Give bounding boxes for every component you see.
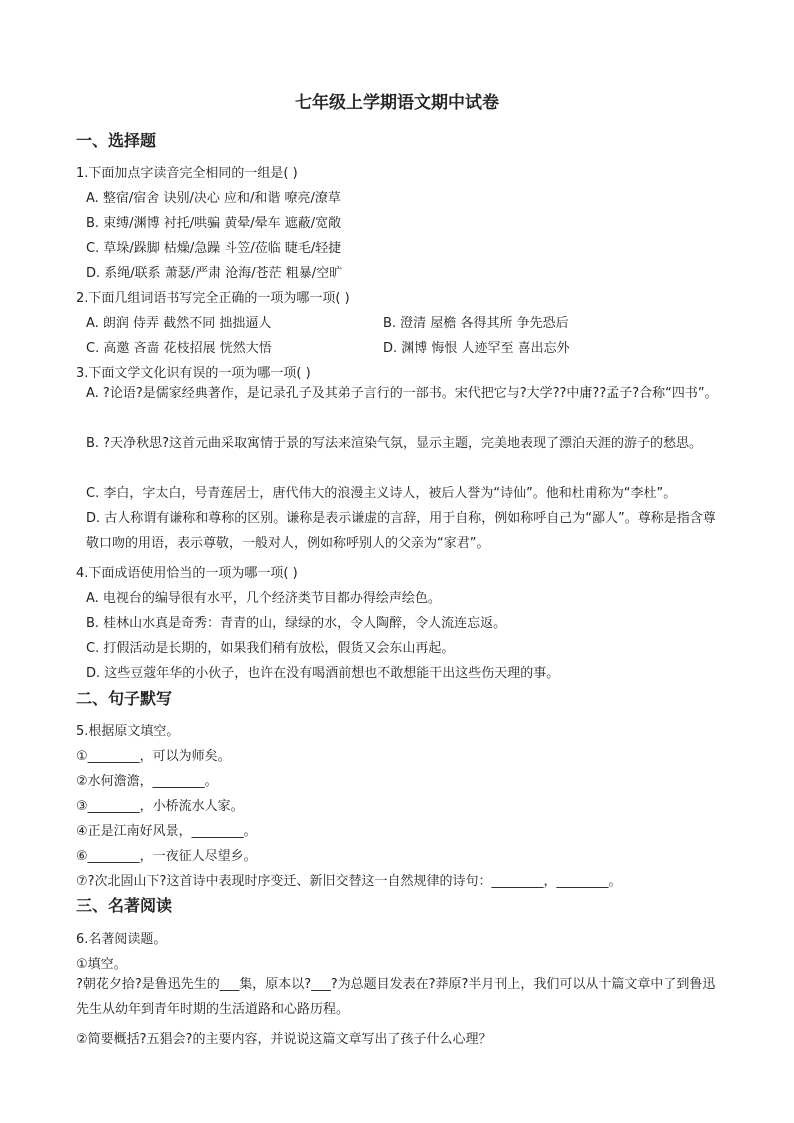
question-5-line-6: ⑦?次北固山下?这首诗中表现时序变迁、新旧交替这一自然规律的诗句：________，________。 bbox=[76, 874, 622, 889]
section-heading-recitation: 二、句子默写 bbox=[76, 689, 173, 708]
question-4-option-c: C. 打假活动是长期的，如果我们稍有放松，假货又会东山再起。 bbox=[86, 641, 455, 656]
question-1-option-a: A. 整宿/宿舍 诀别/决心 应和/和谐 嘹亮/潦草 bbox=[86, 191, 341, 206]
question-1-stem: 1.下面加点字读音完全相同的一组是( ) bbox=[76, 166, 298, 181]
section-heading-choice: 一、选择题 bbox=[76, 131, 157, 150]
question-5-line-4: ④正是江南好风景，________。 bbox=[76, 824, 257, 839]
question-2-option-d: D. 渊博 悔恨 人迹罕至 喜出忘外 bbox=[383, 341, 570, 356]
question-5-stem: 5.根据原文填空。 bbox=[76, 724, 180, 739]
question-3-option-d: D. 古人称谓有谦称和尊称的区别。谦称是表示谦虚的言辞，用于自称，例如称呼自己为“鄙人”。尊称是指含尊敬口吻的用语，表示尊敬，一般对人，例如称呼别人的父亲为“家君”。 bbox=[86, 511, 716, 551]
question-4-option-b: B. 桂林山水真是奇秀：青青的山，绿绿的水，令人陶醉，令人流连忘返。 bbox=[86, 616, 507, 631]
section-heading-classics: 三、名著阅读 bbox=[76, 896, 173, 915]
question-2-stem: 2.下面几组词语书写完全正确的一项为哪一项( ) bbox=[76, 291, 350, 306]
question-2-option-b: B. 澄清 屋檐 各得其所 争先恐后 bbox=[383, 316, 569, 331]
question-5-line-3: ③________，小桥流水人家。 bbox=[76, 799, 244, 814]
question-1-option-d: D. 系绳/联系 萧瑟/严肃 沧海/苍茫 粗暴/空旷 bbox=[86, 266, 343, 281]
question-6-stem: 6.名著阅读题。 bbox=[76, 932, 167, 947]
question-2-option-c: C. 高邀 吝啬 花枝招展 恍然大悟 bbox=[86, 341, 272, 356]
question-5-line-2: ②水何澹澹，________。 bbox=[76, 774, 218, 789]
page-title: 七年级上学期语文期中试卷 bbox=[295, 93, 499, 113]
question-3-option-b: B. ?天净秋思?这首元曲采取寓情于景的写法来渲染气氛，显示主题，完美地表现了漂泊天涯的游子的愁思。 bbox=[86, 436, 702, 451]
question-3-stem: 3.下面文学文化识有误的一项为哪一项( ) bbox=[76, 366, 311, 381]
question-6-line-2: ?朝花夕拾?是鲁迅先生的___集，原本以?___?为总题目发表在?莽原?半月刊上，我们可以从十篇文章中了到鲁迅先生从幼年到青年时期的生活道路和心路历程。 bbox=[76, 977, 716, 1017]
question-5-line-5: ⑥________，一夜征人尽望乡。 bbox=[76, 849, 257, 864]
question-1-option-b: B. 束缚/渊博 衬托/哄骗 黄晕/晕车 遮蔽/宽敞 bbox=[86, 216, 342, 231]
question-4-option-a: A. 电视台的编导很有水平，几个经济类节目都办得绘声绘色。 bbox=[86, 591, 441, 606]
question-4-stem: 4.下面成语使用恰当的一项为哪一项( ) bbox=[76, 566, 298, 581]
question-6-line-3: ②简要概括?五猖会?的主要内容，并说说这篇文章写出了孩子什么心理？ bbox=[76, 1032, 492, 1047]
question-4-option-d: D. 这些豆蔻年华的小伙子，也许在没有喝酒前想也不敢想能干出这些伤天理的事。 bbox=[86, 666, 560, 681]
question-3-option-c: C. 李白，字太白，号青莲居士，唐代伟大的浪漫主义诗人，被后人誉为“诗仙”。他和杜甫称为“李杜”。 bbox=[86, 486, 677, 501]
question-2-option-a: A. 朗润 侍弄 截然不同 拙拙逼人 bbox=[86, 316, 272, 331]
question-3-option-a: A. ?论语?是儒家经典著作，是记录孔子及其弟子言行的一部书。宋代把它与?大学??中庸??孟子?合称“四书”。 bbox=[86, 386, 718, 401]
question-1-option-c: C. 草垛/跺脚 枯燥/急躁 斗笠/莅临 睫毛/轻捷 bbox=[86, 241, 342, 256]
question-6-line-1: ①填空。 bbox=[76, 957, 127, 972]
question-5-line-1: ①________，可以为师矣。 bbox=[76, 749, 231, 764]
